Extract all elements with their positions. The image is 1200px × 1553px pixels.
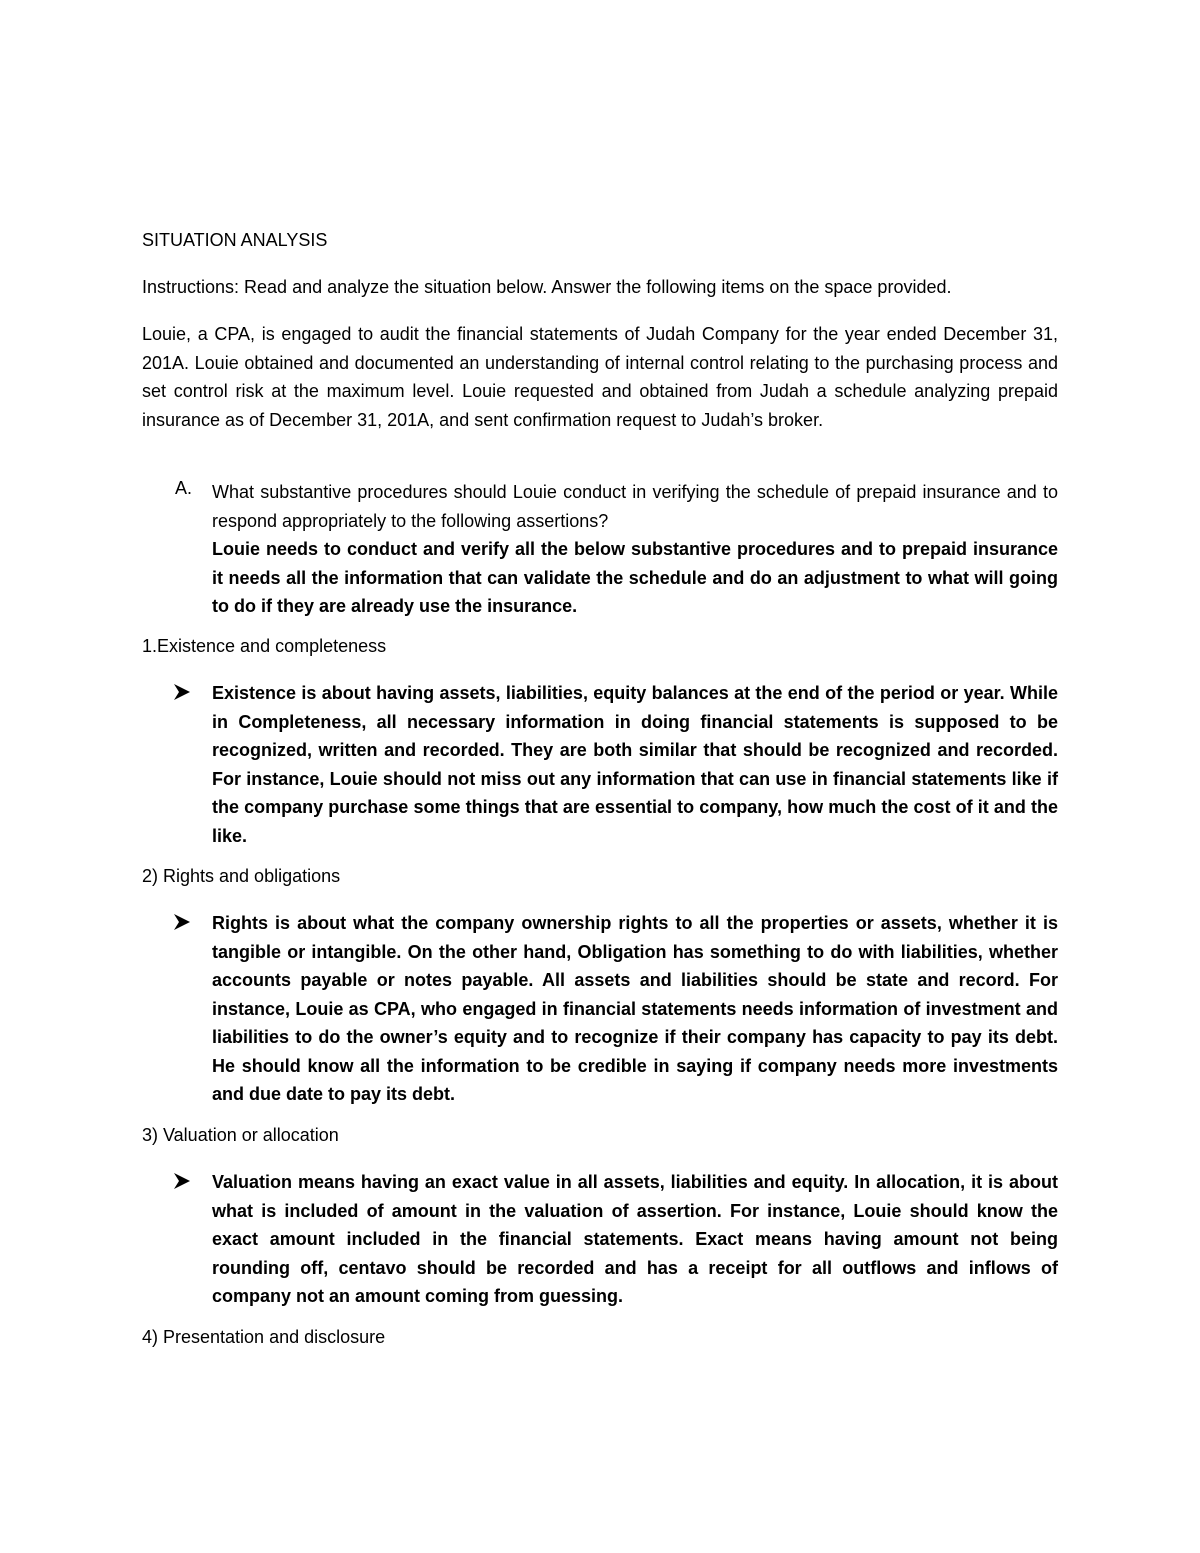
document-heading: SITUATION ANALYSIS	[142, 230, 328, 250]
arrowhead-bullet-icon	[172, 1171, 192, 1191]
item-a-body	[212, 478, 1058, 621]
item-a-letter: A.	[175, 478, 193, 498]
answer-text: Rights is about what the company ownership rights to all the properties or assets, whether it is tangible or intangible. On the other hand, Obligation has something to do with liabilities, whether accounts payable or notes payable. All assets and liabilities should be state and record. For instance, Louie as CPA, who engaged in financial statements needs information of investment and liabilities to do the owner’s equity and to recognize if their company has capacity to pay its debt. He should know all the information to be credible in saying if company needs more investments and due date to pay its debt.	[212, 913, 1058, 1104]
arrowhead-bullet-icon	[172, 912, 192, 932]
arrowhead-bullet-icon	[172, 682, 192, 702]
answer-text: Valuation means having an exact value in all assets, liabilities and equity. In allocation, it is about what is included of amount in the valuation of assertion. For instance, Louie should know the exact amount included in the financial statements. Exact means having amount not being rounding off, centavo should be recorded and has a receipt for all outflows and inflows of company not an amount coming from guessing.	[212, 1172, 1058, 1306]
section-title-existence: 1.Existence and completeness	[142, 636, 387, 656]
section-title-rights: 2) Rights and obligations	[142, 866, 341, 886]
section-title-presentation: 4) Presentation and disclosure	[142, 1327, 386, 1347]
answer-text: Existence is about having assets, liabilities, equity balances at the end of the period or year. While in Completeness, all necessary information in doing financial statements is supposed to be recognized, written and recorded. They are both similar that should be recognized and recorded. For instance, Louie should not miss out any information that can use in financial statements like if the company purchase some things that are essential to company, how much the cost of it and the like.	[212, 683, 1058, 846]
instructions-text: Instructions: Read and analyze the situation below. Answer the following items on the space provided.	[142, 277, 952, 297]
situation-paragraph: Louie, a CPA, is engaged to audit the financial statements of Judah Company for the year ended December 31, 201A. Louie obtained and documented an understanding of internal control relating to the purchasing process and set control risk at the maximum level. Louie requested and obtained from Judah a schedule analyzing prepaid insurance as of December 31, 201A, and sent confirmation request to Judah’s broker.	[142, 324, 1058, 430]
item-a-answer: Louie needs to conduct and verify all the below substantive procedures and to prepaid insurance it needs all the information that can validate the schedule and do an adjustment to what will going to do if they are already use the insurance.	[212, 539, 1058, 616]
item-a-question: What substantive procedures should Louie conduct in verifying the schedule of prepaid insurance and to respond appropriately to the following assertions?	[212, 482, 1058, 531]
section-title-valuation: 3) Valuation or allocation	[142, 1125, 339, 1145]
